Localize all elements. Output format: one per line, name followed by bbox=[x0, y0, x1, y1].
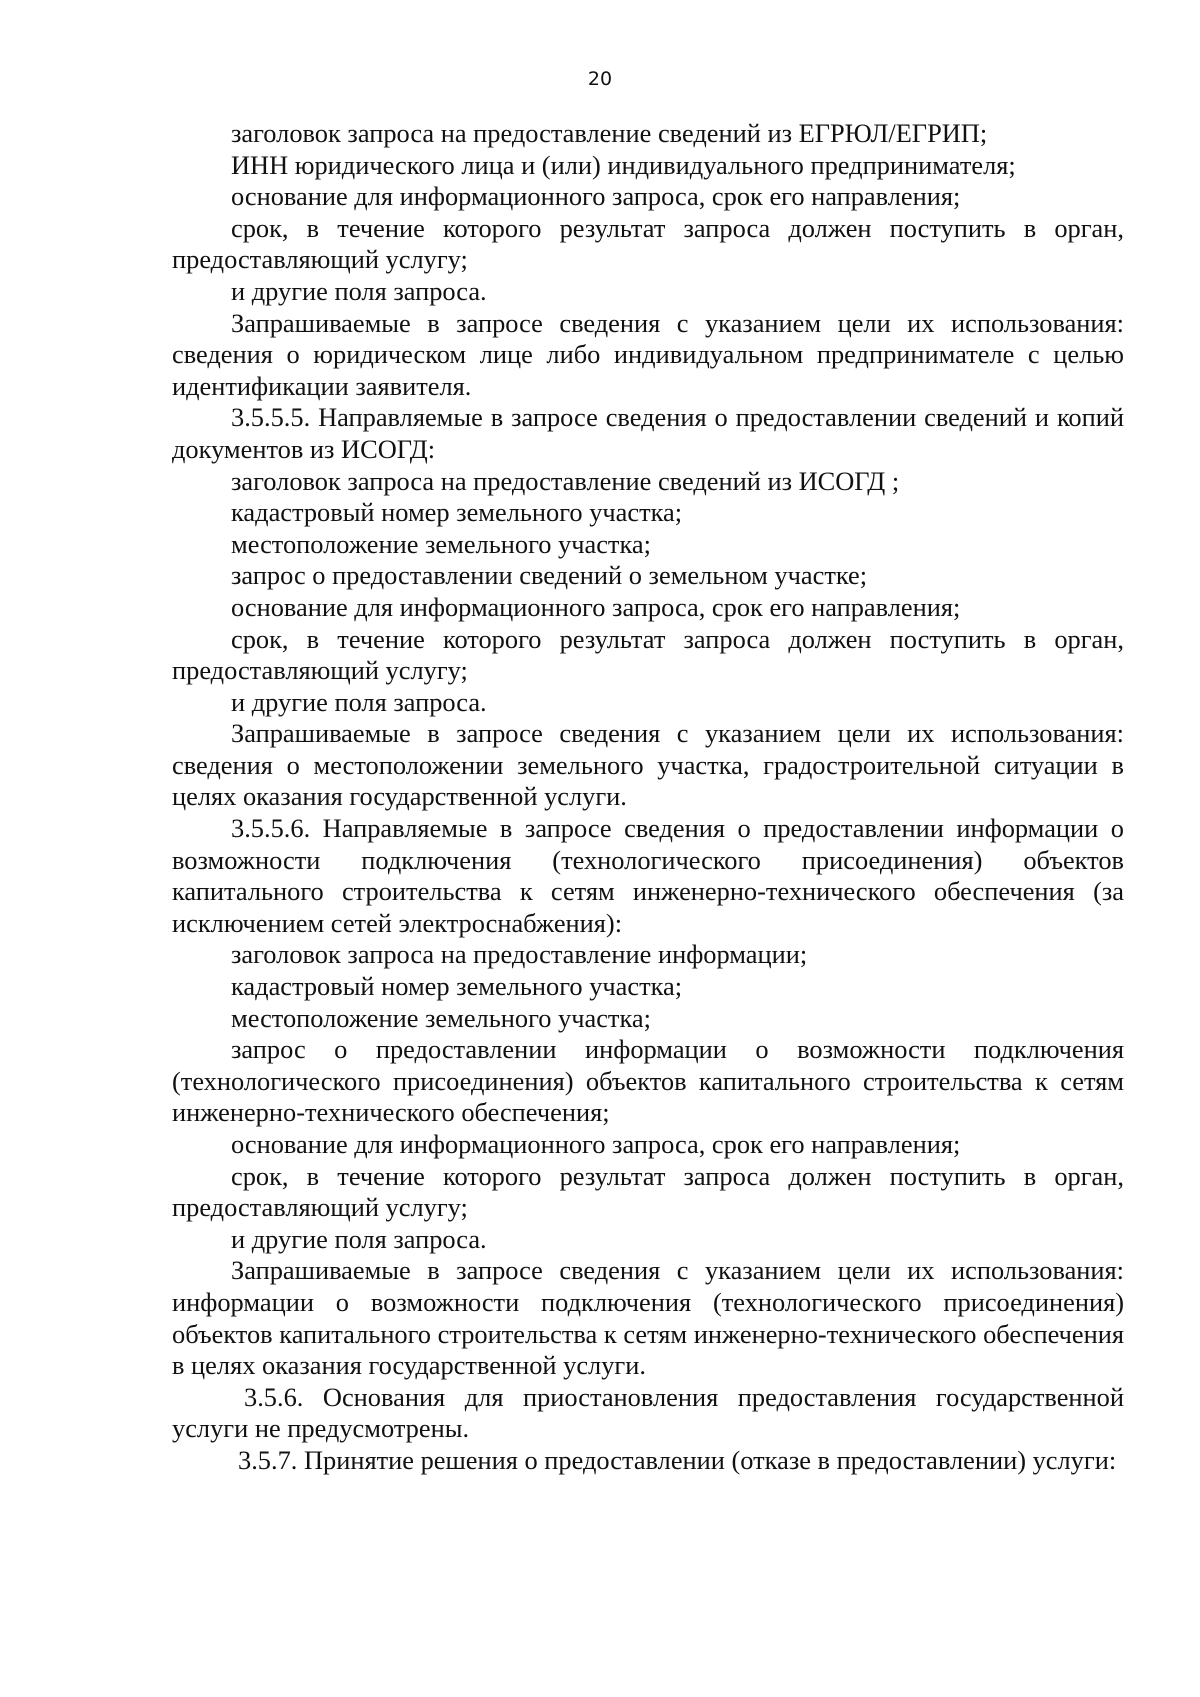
paragraph: заголовок запроса на предоставление информации; bbox=[231, 939, 808, 970]
document-body bbox=[172, 118, 1124, 1477]
paragraph: местоположение земельного участка; bbox=[231, 528, 651, 559]
section-heading-3-5-5-6: 3.5.5.6. Направляемые в запросе сведения о предоставлении информации о возможности подключения (технологического присоединения) объектов капитального строительства к сетям инженерно-технического обеспечения (за исключением сетей электроснабжения): bbox=[172, 813, 1124, 938]
section-heading-3-5-7: 3.5.7. Принятие решения о предоставлении (отказе в предоставлении) услуги: bbox=[238, 1444, 1117, 1475]
paragraph: кадастровый номер земельного участка; bbox=[231, 971, 683, 1002]
paragraph: и другие поля запроса. bbox=[231, 275, 487, 306]
paragraph: заголовок запроса на предоставление сведений из ЕГРЮЛ/ЕГРИП; bbox=[231, 118, 988, 148]
paragraph: Запрашиваемые в запросе сведения с указанием цели их использования: информации о возможности подключения (технологического присоединения) объектов капитального строительства к сетям инженерно-технического обеспечения в целях оказания государственной услуги. bbox=[172, 1255, 1124, 1381]
paragraph: запрос о предоставлении сведений о земельном участке; bbox=[231, 560, 868, 591]
section-heading-3-5-6: 3.5.6. Основания для приостановления предоставления государственной услуги не предусмотрены. bbox=[172, 1381, 1124, 1444]
paragraph: запрос о предоставлении информации о возможности подключения (технологического присоединения) объектов капитального строительства к сетям инженерно-технического обеспечения; bbox=[172, 1034, 1124, 1128]
paragraph: срок, в течение которого результат запроса должен поступить в орган, предоставляющий услугу; bbox=[172, 1160, 1124, 1223]
page-number: 20 bbox=[587, 68, 613, 90]
paragraph: Запрашиваемые в запросе сведения с указанием цели их использования: сведения о местоположении земельного участка, градостроительной ситуации в целях оказания государственной услуги. bbox=[172, 718, 1124, 812]
paragraph: и другие поля запроса. bbox=[231, 686, 487, 717]
paragraph: срок, в течение которого результат запроса должен поступить в орган, предоставляющий услугу; bbox=[172, 623, 1124, 686]
paragraph: ИНН юридического лица и (или) индивидуального предпринимателя; bbox=[231, 149, 1016, 180]
paragraph: основание для информационного запроса, срок его направления; bbox=[231, 181, 961, 212]
section-heading-3-5-5-5: 3.5.5.5. Направляемые в запросе сведения о предоставлении сведений и копий документов из ИСОГД: bbox=[172, 402, 1124, 464]
paragraph: основание для информационного запроса, срок его направления; bbox=[231, 591, 961, 622]
paragraph: местоположение земельного участка; bbox=[231, 1002, 651, 1033]
paragraph: срок, в течение которого результат запроса должен поступить в орган, предоставляющий услугу; bbox=[172, 212, 1124, 275]
paragraph: заголовок запроса на предоставление сведений из ИСОГД ; bbox=[231, 465, 900, 496]
paragraph: Запрашиваемые в запросе сведения с указанием цели их использования: сведения о юридическом лице либо индивидуальном предпринимателе с целью идентификации заявителя. bbox=[172, 307, 1124, 401]
paragraph: и другие поля запроса. bbox=[231, 1223, 487, 1254]
paragraph: основание для информационного запроса, срок его направления; bbox=[231, 1129, 961, 1159]
paragraph: кадастровый номер земельного участка; bbox=[231, 497, 683, 528]
